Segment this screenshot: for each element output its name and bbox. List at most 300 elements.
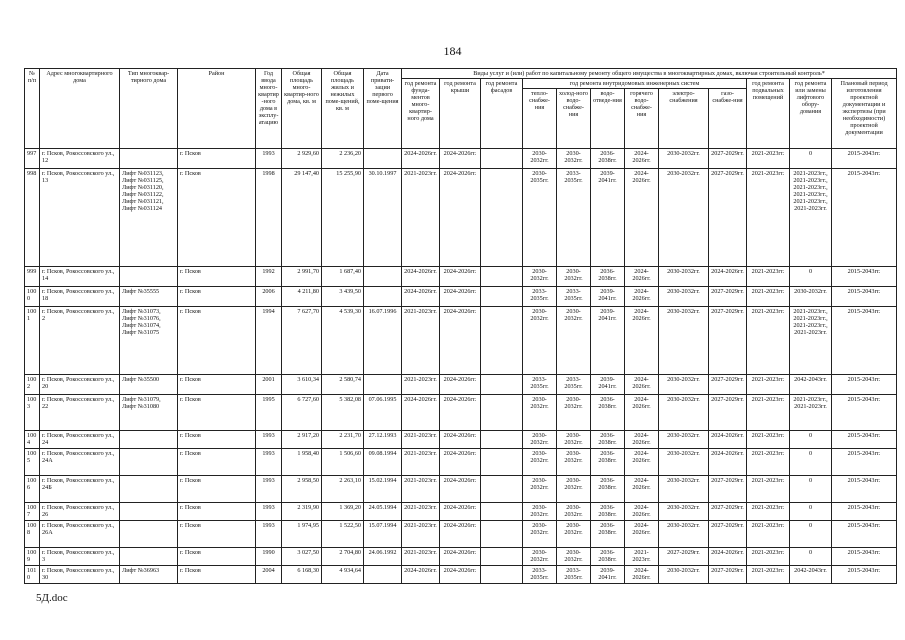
cell-address: г. Псков, Рокоссовского ул., 2 xyxy=(40,307,120,375)
table-body xyxy=(25,149,897,584)
cell-heat: 2033-2035гг. xyxy=(523,375,557,395)
cell-gas: 2024-2026гг. xyxy=(709,548,747,566)
cell-address: г. Псков, Рокоссовского ул., 24А xyxy=(40,449,120,476)
cell-foundation: 2021-2023гг. xyxy=(402,521,440,548)
cell-year: 1993 xyxy=(256,449,282,476)
cell-gas: 2027-2029гг. xyxy=(709,476,747,503)
cell-num: 1010 xyxy=(25,566,40,584)
table-row xyxy=(25,566,897,584)
cell-electricity: 2030-2032гг. xyxy=(659,287,709,307)
cell-num: 1006 xyxy=(25,476,40,503)
cell-roof: 2024-2026гг. xyxy=(440,287,481,307)
cell-privatization-date: 15.02.1994 xyxy=(364,476,402,503)
cell-facade xyxy=(481,149,523,169)
cell-num: 1005 xyxy=(25,449,40,476)
cell-lift: 2042-2043гг. xyxy=(790,566,832,584)
cell-heat: 2030-2035гг. xyxy=(523,169,557,267)
table-row xyxy=(25,149,897,169)
cell-facade xyxy=(481,548,523,566)
cell-foundation: 2021-2023гг. xyxy=(402,431,440,449)
cell-privatization-date xyxy=(364,287,402,307)
cell-foundation: 2024-2026гг. xyxy=(402,149,440,169)
page-number: 184 xyxy=(443,44,462,58)
cell-type: Лифт №031123, Лифт №031125, Лифт №031120, Лифт №031122, Лифт №031121, Лифт №031124 xyxy=(120,169,178,267)
cell-lift: 0 xyxy=(790,449,832,476)
cell-year: 1998 xyxy=(256,169,282,267)
cell-electricity: 2030-2032гг. xyxy=(659,431,709,449)
cell-foundation: 2021-2023гг. xyxy=(402,548,440,566)
cell-lift: 0 xyxy=(790,548,832,566)
cell-type xyxy=(120,449,178,476)
cell-lift: 0 xyxy=(790,267,832,287)
cell-facade xyxy=(481,169,523,267)
cell-area: 4 539,30 xyxy=(322,307,364,375)
cell-basement: 2021-2023гг. xyxy=(747,548,790,566)
cell-district: г. Псков xyxy=(178,476,256,503)
cell-district: г. Псков xyxy=(178,521,256,548)
cell-basement: 2021-2023гг. xyxy=(747,503,790,521)
cell-type: Лифт №31073, Лифт №31076, Лифт №31074, Лифт №31075 xyxy=(120,307,178,375)
cell-roof: 2024-2026гг. xyxy=(440,307,481,375)
cell-electricity: 2030-2032гг. xyxy=(659,566,709,584)
cell-district: г. Псков xyxy=(178,267,256,287)
col-nonres-area: Общая площадь жилых и нежилых поме-щений, кв. м xyxy=(322,69,364,149)
cell-district: г. Псков xyxy=(178,169,256,267)
cell-privatization-date: 30.10.1997 xyxy=(364,169,402,267)
cell-heat: 2030-2032гг. xyxy=(523,476,557,503)
cell-facade xyxy=(481,431,523,449)
cell-address: г. Псков, Рокоссовского ул., 26А xyxy=(40,521,120,548)
cell-lift: 2030-2032гг. xyxy=(790,287,832,307)
cell-total-area: 6 727,60 xyxy=(282,395,322,431)
col-hot-water: горячего водо-снабже-ния xyxy=(625,89,659,149)
cell-gas: 2027-2029гг. xyxy=(709,566,747,584)
table-row xyxy=(25,287,897,307)
cell-period: 2015-2043гг. xyxy=(832,169,897,267)
cell-num: 1004 xyxy=(25,431,40,449)
cell-roof: 2024-2026гг. xyxy=(440,395,481,431)
cell-total-area: 2 991,70 xyxy=(282,267,322,287)
col-address: Адрес многоквартирного дома xyxy=(40,69,120,149)
cell-num: 1007 xyxy=(25,503,40,521)
cell-hot-water: 2024-2026гг. xyxy=(625,521,659,548)
cell-basement: 2021-2023гг. xyxy=(747,431,790,449)
cell-privatization-date xyxy=(364,267,402,287)
cell-electricity: 2030-2032гг. xyxy=(659,169,709,267)
cell-address: г. Псков, Рокоссовского ул., 18 xyxy=(40,287,120,307)
cell-basement: 2021-2023гг. xyxy=(747,287,790,307)
table-row xyxy=(25,449,897,476)
cell-heat: 2030-2032гг. xyxy=(523,449,557,476)
cell-year: 1990 xyxy=(256,548,282,566)
cell-district: г. Псков xyxy=(178,375,256,395)
cell-year: 1993 xyxy=(256,503,282,521)
cell-lift: 2021-2023гг., 2021-2023гг. xyxy=(790,395,832,431)
col-roof: год ремонта крыши xyxy=(440,79,481,149)
col-year: Год ввода много-квартир-ного дома в эксплу-атацию xyxy=(256,69,282,149)
cell-num: 1003 xyxy=(25,395,40,431)
cell-drainage: 2039-2041гг. xyxy=(591,307,625,375)
cell-electricity: 2030-2032гг. xyxy=(659,267,709,287)
cell-drainage: 2036-2038гг. xyxy=(591,395,625,431)
cell-heat: 2030-2032гг. xyxy=(523,548,557,566)
cell-foundation: 2021-2023гг. xyxy=(402,169,440,267)
cell-cold-water: 2033-2035гг. xyxy=(557,375,591,395)
cell-total-area: 2 917,20 xyxy=(282,431,322,449)
works-group-header: Виды услуг и (или) работ по капитальному ремонту общего имущества в многоквартирных домах, включая строительный контроль* xyxy=(402,69,897,79)
cell-lift: 2021-2023гг., 2021-2023гг., 2021-2023гг., 2021-2023гг. xyxy=(790,307,832,375)
cell-roof: 2024-2026гг. xyxy=(440,267,481,287)
footer-filename: 5Д.doc xyxy=(36,592,68,604)
cell-type: Лифт №31079, Лифт №31080 xyxy=(120,395,178,431)
cell-heat: 2033-2035гг. xyxy=(523,287,557,307)
col-type: Тип многоквар-тирного дома xyxy=(120,69,178,149)
cell-basement: 2021-2023гг. xyxy=(747,449,790,476)
cell-district: г. Псков xyxy=(178,287,256,307)
cell-hot-water: 2024-2026гг. xyxy=(625,395,659,431)
cell-address: г. Псков, Рокоссовского ул., 12 xyxy=(40,149,120,169)
cell-total-area: 3 610,34 xyxy=(282,375,322,395)
table-row xyxy=(25,548,897,566)
cell-period: 2015-2043гг. xyxy=(832,503,897,521)
cell-basement: 2021-2023гг. xyxy=(747,149,790,169)
cell-facade xyxy=(481,395,523,431)
cell-district: г. Псков xyxy=(178,307,256,375)
cell-address: г. Псков, Рокоссовского ул., 24Б xyxy=(40,476,120,503)
cell-num: 997 xyxy=(25,149,40,169)
cell-drainage: 2039-2041гг. xyxy=(591,375,625,395)
cell-cold-water: 2030-2032гг. xyxy=(557,503,591,521)
cell-area: 15 255,90 xyxy=(322,169,364,267)
cell-hot-water: 2024-2026гг. xyxy=(625,307,659,375)
cell-roof: 2024-2026гг. xyxy=(440,503,481,521)
cell-gas: 2027-2029гг. xyxy=(709,149,747,169)
cell-heat: 2030-2032гг. xyxy=(523,503,557,521)
cell-heat: 2033-2035гг. xyxy=(523,566,557,584)
cell-cold-water: 2030-2032гг. xyxy=(557,449,591,476)
cell-foundation: 2024-2026гг. xyxy=(402,267,440,287)
cell-gas: 2027-2029гг. xyxy=(709,307,747,375)
cell-area: 4 934,64 xyxy=(322,566,364,584)
cell-hot-water: 2024-2026гг. xyxy=(625,149,659,169)
col-period: Плановый период изготовления проектной документации и экспертизы (при необходимости) проектной документации xyxy=(832,79,897,149)
cell-basement: 2021-2023гг. xyxy=(747,375,790,395)
table-row xyxy=(25,267,897,287)
cell-address: г. Псков, Рокоссовского ул., 20 xyxy=(40,375,120,395)
cell-period: 2015-2043гг. xyxy=(832,375,897,395)
cell-gas: 2027-2029гг. xyxy=(709,375,747,395)
cell-gas: 2027-2029гг. xyxy=(709,395,747,431)
cell-drainage: 2039-2041гг. xyxy=(591,169,625,267)
cell-gas: 2024-2026гг. xyxy=(709,449,747,476)
cell-roof: 2024-2026гг. xyxy=(440,521,481,548)
cell-type xyxy=(120,431,178,449)
cell-hot-water: 2024-2026гг. xyxy=(625,449,659,476)
cell-period: 2015-2043гг. xyxy=(832,267,897,287)
cell-electricity: 2030-2032гг. xyxy=(659,521,709,548)
cell-area: 1 687,40 xyxy=(322,267,364,287)
cell-num: 1001 xyxy=(25,307,40,375)
cell-total-area: 29 147,40 xyxy=(282,169,322,267)
cell-type: Лифт №35555 xyxy=(120,287,178,307)
cell-drainage: 2036-2038гг. xyxy=(591,503,625,521)
cell-lift: 0 xyxy=(790,476,832,503)
cell-hot-water: 2024-2026гг. xyxy=(625,431,659,449)
cell-basement: 2021-2023гг. xyxy=(747,476,790,503)
cell-period: 2015-2043гг. xyxy=(832,548,897,566)
cell-address: г. Псков, Рокоссовского ул., 13 xyxy=(40,169,120,267)
cell-year: 1993 xyxy=(256,431,282,449)
cell-hot-water: 2024-2026гг. xyxy=(625,375,659,395)
cell-total-area: 3 027,50 xyxy=(282,548,322,566)
cell-area: 2 236,20 xyxy=(322,149,364,169)
cell-total-area: 2 929,60 xyxy=(282,149,322,169)
table-row xyxy=(25,169,897,267)
systems-group-header: год ремонта внутридомовых инженерных систем xyxy=(523,79,747,89)
cell-lift: 0 xyxy=(790,503,832,521)
cell-roof: 2024-2026гг. xyxy=(440,375,481,395)
table-row xyxy=(25,521,897,548)
cell-privatization-date: 24.06.1992 xyxy=(364,548,402,566)
cell-type xyxy=(120,521,178,548)
cell-cold-water: 2030-2032гг. xyxy=(557,267,591,287)
cell-privatization-date: 24.05.1994 xyxy=(364,503,402,521)
cell-num: 1002 xyxy=(25,375,40,395)
cell-drainage: 2039-2041гг. xyxy=(591,566,625,584)
cell-year: 1994 xyxy=(256,307,282,375)
cell-year: 2004 xyxy=(256,566,282,584)
cell-facade xyxy=(481,566,523,584)
cell-year: 1993 xyxy=(256,476,282,503)
cell-hot-water: 2024-2026гг. xyxy=(625,287,659,307)
cell-cold-water: 2033-2035гг. xyxy=(557,287,591,307)
col-district: Район xyxy=(178,69,256,149)
cell-privatization-date xyxy=(364,375,402,395)
cell-roof: 2024-2026гг. xyxy=(440,449,481,476)
cell-area: 2 231,70 xyxy=(322,431,364,449)
cell-drainage: 2036-2038гг. xyxy=(591,521,625,548)
cell-hot-water: 2024-2026гг. xyxy=(625,476,659,503)
cell-privatization-date: 15.07.1994 xyxy=(364,521,402,548)
cell-lift: 0 xyxy=(790,431,832,449)
cell-basement: 2021-2023гг. xyxy=(747,395,790,431)
cell-electricity: 2030-2032гг. xyxy=(659,476,709,503)
cell-hot-water: 2024-2026гг. xyxy=(625,503,659,521)
cell-privatization-date: 09.08.1994 xyxy=(364,449,402,476)
cell-drainage: 2036-2038гг. xyxy=(591,149,625,169)
cell-hot-water: 2024-2026гг. xyxy=(625,566,659,584)
cell-num: 998 xyxy=(25,169,40,267)
cell-drainage: 2036-2038гг. xyxy=(591,267,625,287)
col-drainage: водо-отведе-ния xyxy=(591,89,625,149)
cell-foundation: 2021-2023гг. xyxy=(402,476,440,503)
cell-roof: 2024-2026гг. xyxy=(440,566,481,584)
cell-hot-water: 2024-2026гг. xyxy=(625,267,659,287)
cell-num: 1009 xyxy=(25,548,40,566)
cell-foundation: 2021-2023гг. xyxy=(402,503,440,521)
cell-year: 1995 xyxy=(256,395,282,431)
cell-district: г. Псков xyxy=(178,149,256,169)
cell-total-area: 1 974,95 xyxy=(282,521,322,548)
cell-period: 2015-2043гг. xyxy=(832,449,897,476)
cell-heat: 2030-2032гг. xyxy=(523,521,557,548)
cell-heat: 2030-2032гг. xyxy=(523,149,557,169)
capital-repair-table xyxy=(24,68,897,584)
cell-privatization-date: 27.12.1993 xyxy=(364,431,402,449)
cell-gas: 2027-2029гг. xyxy=(709,287,747,307)
cell-district: г. Псков xyxy=(178,431,256,449)
cell-cold-water: 2030-2032гг. xyxy=(557,395,591,431)
cell-electricity: 2030-2032гг. xyxy=(659,449,709,476)
cell-period: 2015-2043гг. xyxy=(832,287,897,307)
cell-electricity: 2030-2032гг. xyxy=(659,307,709,375)
cell-heat: 2030-2032гг. xyxy=(523,395,557,431)
cell-type xyxy=(120,476,178,503)
cell-period: 2015-2043гг. xyxy=(832,566,897,584)
cell-year: 1993 xyxy=(256,149,282,169)
cell-cold-water: 2030-2032гг. xyxy=(557,548,591,566)
cell-roof: 2024-2026гг. xyxy=(440,476,481,503)
cell-electricity: 2030-2032гг. xyxy=(659,375,709,395)
cell-type xyxy=(120,548,178,566)
cell-gas: 2027-2029гг. xyxy=(709,503,747,521)
cell-total-area: 6 168,30 xyxy=(282,566,322,584)
cell-period: 2015-2043гг. xyxy=(832,307,897,375)
cell-area: 2 263,10 xyxy=(322,476,364,503)
cell-period: 2015-2043гг. xyxy=(832,431,897,449)
cell-cold-water: 2030-2032гг. xyxy=(557,431,591,449)
table-row xyxy=(25,503,897,521)
cell-facade xyxy=(481,476,523,503)
cell-lift: 0 xyxy=(790,149,832,169)
cell-period: 2015-2043гг. xyxy=(832,476,897,503)
cell-area: 1 369,20 xyxy=(322,503,364,521)
col-num: № п/п xyxy=(25,69,40,149)
cell-address: г. Псков, Рокоссовского ул., 30 xyxy=(40,566,120,584)
cell-basement: 2021-2023гг. xyxy=(747,267,790,287)
col-lift: год ремонта или замены лифтового обору-дования xyxy=(790,79,832,149)
cell-period: 2015-2043гг. xyxy=(832,521,897,548)
cell-cold-water: 2033-2035гг. xyxy=(557,566,591,584)
cell-gas: 2024-2026гг. xyxy=(709,267,747,287)
cell-area: 2 704,80 xyxy=(322,548,364,566)
cell-privatization-date: 16.07.1996 xyxy=(364,307,402,375)
cell-period: 2015-2043гг. xyxy=(832,395,897,431)
table-row xyxy=(25,431,897,449)
cell-roof: 2024-2026гг. xyxy=(440,431,481,449)
cell-type xyxy=(120,267,178,287)
cell-basement: 2021-2023гг. xyxy=(747,307,790,375)
cell-basement: 2021-2023гг. xyxy=(747,566,790,584)
col-privatization-date: Дата привати-зации первого поме-щения xyxy=(364,69,402,149)
cell-type: Лифт №35500 xyxy=(120,375,178,395)
cell-privatization-date xyxy=(364,149,402,169)
cell-drainage: 2039-2041гг. xyxy=(591,287,625,307)
col-gas: газо-снабже-ния xyxy=(709,89,747,149)
cell-cold-water: 2030-2032гг. xyxy=(557,476,591,503)
col-cold-water: холод-ного водо-снабже-ния xyxy=(557,89,591,149)
cell-foundation: 2021-2023гг. xyxy=(402,307,440,375)
cell-drainage: 2036-2038гг. xyxy=(591,548,625,566)
cell-facade xyxy=(481,307,523,375)
cell-cold-water: 2030-2032гг. xyxy=(557,149,591,169)
table-row xyxy=(25,375,897,395)
cell-district: г. Псков xyxy=(178,395,256,431)
cell-year: 2001 xyxy=(256,375,282,395)
cell-electricity: 2027-2029гг. xyxy=(659,548,709,566)
cell-roof: 2024-2026гг. xyxy=(440,149,481,169)
cell-total-area: 2 958,50 xyxy=(282,476,322,503)
cell-basement: 2021-2023гг. xyxy=(747,521,790,548)
cell-facade xyxy=(481,503,523,521)
cell-cold-water: 2033-2035гг. xyxy=(557,169,591,267)
cell-facade xyxy=(481,287,523,307)
cell-district: г. Псков xyxy=(178,566,256,584)
cell-district: г. Псков xyxy=(178,449,256,476)
cell-lift: 0 xyxy=(790,521,832,548)
cell-foundation: 2024-2026гг. xyxy=(402,287,440,307)
cell-heat: 2030-2032гг. xyxy=(523,307,557,375)
cell-address: г. Псков, Рокоссовского ул., 14 xyxy=(40,267,120,287)
cell-total-area: 4 211,80 xyxy=(282,287,322,307)
cell-facade xyxy=(481,267,523,287)
col-electricity: электро-снабжения xyxy=(659,89,709,149)
cell-drainage: 2036-2038гг. xyxy=(591,449,625,476)
cell-district: г. Псков xyxy=(178,503,256,521)
cell-address: г. Псков, Рокоссовского ул., 22 xyxy=(40,395,120,431)
cell-year: 1993 xyxy=(256,521,282,548)
cell-roof: 2024-2026гг. xyxy=(440,169,481,267)
cell-facade xyxy=(481,521,523,548)
cell-num: 1000 xyxy=(25,287,40,307)
cell-heat: 2030-2032гг. xyxy=(523,267,557,287)
cell-area: 1 506,60 xyxy=(322,449,364,476)
cell-basement: 2021-2023гг. xyxy=(747,169,790,267)
cell-facade xyxy=(481,449,523,476)
cell-total-area: 1 958,40 xyxy=(282,449,322,476)
col-facade: год ремонта фасадов xyxy=(481,79,523,149)
col-total-area: Общая площадь много-квартир-ного дома, кв. м xyxy=(282,69,322,149)
cell-total-area: 7 627,70 xyxy=(282,307,322,375)
cell-lift: 2021-2023гг., 2021-2023гг., 2021-2023гг., 2021-2023гг., 2021-2023гг., 2021-2023гг. xyxy=(790,169,832,267)
cell-area: 2 580,74 xyxy=(322,375,364,395)
cell-foundation: 2021-2023гг. xyxy=(402,449,440,476)
cell-hot-water: 2024-2026гг. xyxy=(625,169,659,267)
cell-foundation: 2024-2026гг. xyxy=(402,395,440,431)
cell-period: 2015-2043гг. xyxy=(832,149,897,169)
cell-cold-water: 2030-2032гг. xyxy=(557,521,591,548)
cell-total-area: 2 319,90 xyxy=(282,503,322,521)
cell-privatization-date: 07.06.1995 xyxy=(364,395,402,431)
col-basement: год ремонта подвальных помещений xyxy=(747,79,790,149)
cell-roof: 2024-2026гг. xyxy=(440,548,481,566)
cell-type xyxy=(120,503,178,521)
cell-type xyxy=(120,149,178,169)
cell-area: 1 522,50 xyxy=(322,521,364,548)
cell-gas: 2027-2029гг. xyxy=(709,521,747,548)
cell-year: 1992 xyxy=(256,267,282,287)
cell-year: 2006 xyxy=(256,287,282,307)
table-row xyxy=(25,395,897,431)
cell-cold-water: 2030-2032гг. xyxy=(557,307,591,375)
cell-drainage: 2036-2038гг. xyxy=(591,431,625,449)
cell-electricity: 2030-2032гг. xyxy=(659,395,709,431)
table-row xyxy=(25,476,897,503)
cell-lift: 2042-2043гг. xyxy=(790,375,832,395)
cell-address: г. Псков, Рокоссовского ул., 24 xyxy=(40,431,120,449)
cell-electricity: 2030-2032гг. xyxy=(659,503,709,521)
table-row xyxy=(25,307,897,375)
